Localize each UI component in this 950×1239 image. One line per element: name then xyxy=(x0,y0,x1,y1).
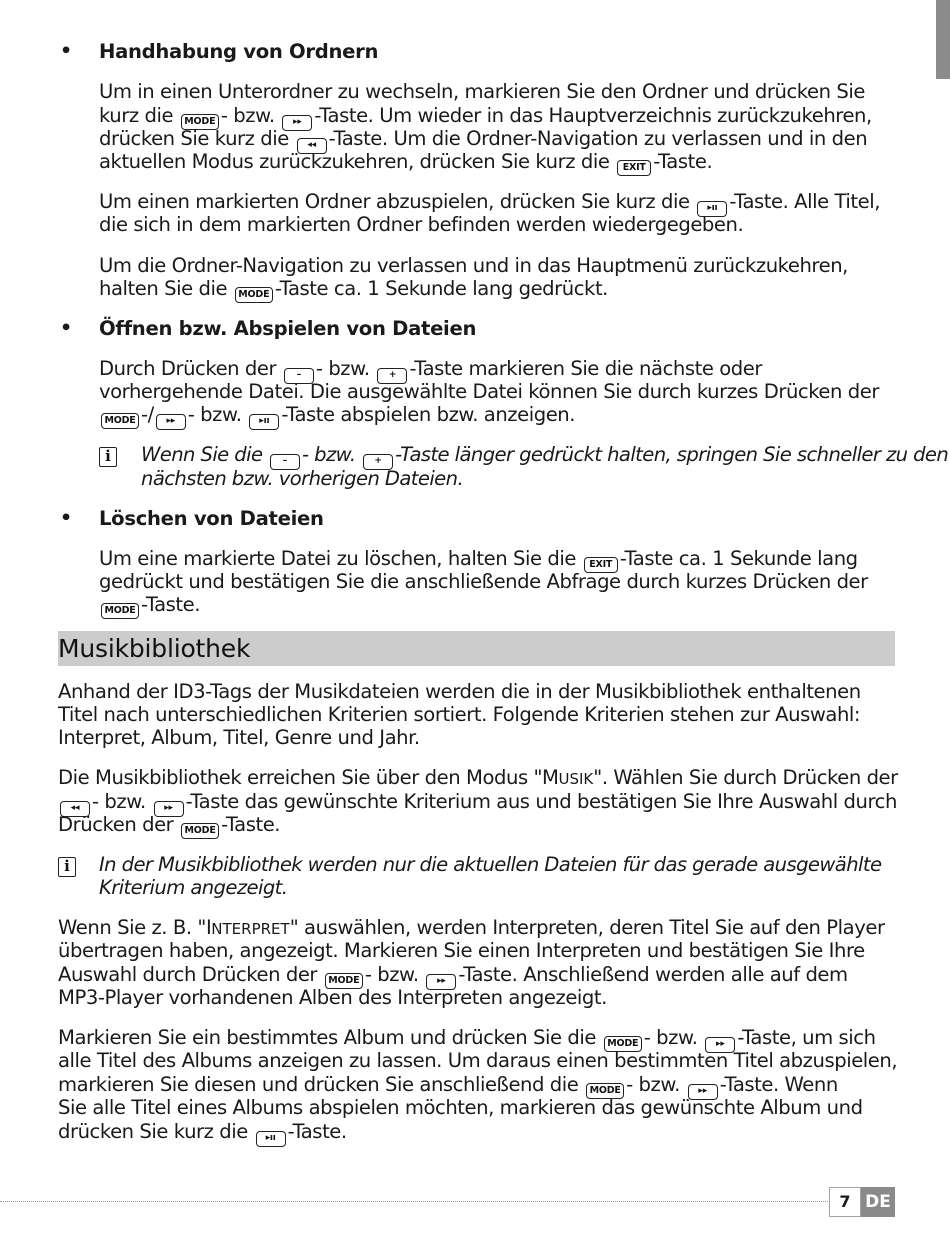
bullet-marker: • xyxy=(60,40,73,62)
language-badge: DE xyxy=(861,1187,895,1217)
text-line: MODE -Taste. xyxy=(99,593,200,619)
note-line: Wenn Sie die – - bzw. + -Taste länger gedrückt halten, springen Sie schneller zu den xyxy=(141,443,948,470)
text-line: Titel nach unterschiedlichen Kriterien sortiert. Folgende Kriterien stehen zur Auswahl: xyxy=(58,703,861,726)
text-line: die sich in dem markierten Ordner befinden werden wiedergegeben. xyxy=(99,213,744,236)
plus-key-icon: + xyxy=(377,368,407,384)
mode-key-icon: MODE xyxy=(101,603,139,619)
mode-key-icon: MODE xyxy=(101,413,139,429)
text-line: Sie alle Titel eines Albums abspielen möchten, markieren das gewünschte Album und xyxy=(58,1096,863,1119)
text-line: Auswahl durch Drücken der MODE - bzw. ▸▸ -Taste. Anschließend werden alle auf dem xyxy=(58,963,848,990)
text-line: vorhergehende Datei. Die ausgewählte Datei können Sie durch kurzes Drücken der xyxy=(99,380,879,403)
text-line: Interpret, Album, Titel, Genre und Jahr. xyxy=(58,726,420,749)
text-line: übertragen haben, angezeigt. Markieren Sie einen Interpreten und bestätigen Sie Ihre xyxy=(58,939,865,962)
minus-key-icon: – xyxy=(270,454,300,470)
play-pause-key-icon: ▸ıı xyxy=(249,414,279,430)
text-line: MODE -/ ▸▸ - bzw. ▸ıı -Taste abspielen bzw. anzeigen. xyxy=(99,403,575,430)
play-pause-key-icon: ▸ıı xyxy=(256,1131,286,1147)
bullet-marker: • xyxy=(60,507,73,529)
text-line: halten Sie die MODE -Taste ca. 1 Sekunde lang gedrückt. xyxy=(99,277,608,303)
text-line: Um eine markierte Datei zu löschen, halten Sie die EXIT -Taste ca. 1 Sekunde lang xyxy=(99,547,858,573)
note-line: nächsten bzw. vorherigen Dateien. xyxy=(141,467,464,490)
mode-key-icon: MODE xyxy=(604,1036,642,1052)
text-line: Durch Drücken der – - bzw. + -Taste markieren Sie die nächste oder xyxy=(99,357,762,384)
text-line: Anhand der ID3-Tags der Musikdateien werden die in der Musikbibliothek enthaltenen xyxy=(58,680,861,703)
mode-key-icon: MODE xyxy=(181,823,219,839)
text-line: ◂◂ - bzw. ▸▸ -Taste das gewünschte Kriterium aus und bestätigen Sie Ihre Auswahl durch xyxy=(58,790,897,817)
subheading-loeschen: Löschen von Dateien xyxy=(99,507,324,530)
text-line: drücken Sie kurz die ▸ıı -Taste. xyxy=(58,1120,347,1147)
bullet-marker: • xyxy=(60,317,73,339)
text-line: Um in einen Unterordner zu wechseln, markieren Sie den Ordner und drücken Sie xyxy=(99,80,865,103)
text-line: Markieren Sie ein bestimmtes Album und drücken Sie die MODE - bzw. ▸▸ -Taste, um sich xyxy=(58,1026,876,1053)
subheading-handhabung: Handhabung von Ordnern xyxy=(99,40,379,63)
text-line: kurz die MODE - bzw. ▸▸ -Taste. Um wieder in das Hauptverzeichnis zurückzukehren, xyxy=(99,104,872,131)
mode-key-icon: MODE xyxy=(325,973,363,989)
section-title: Musikbibliothek xyxy=(58,634,251,663)
exit-key-icon: EXIT xyxy=(584,557,618,573)
page-number: 7 xyxy=(829,1187,861,1217)
text-line: markieren Sie diesen und drücken Sie anschließend die MODE - bzw. ▸▸ -Taste. Wenn xyxy=(58,1073,838,1100)
text-line: Die Musikbibliothek erreichen Sie über den Modus "MUSIK". Wählen Sie durch Drücken der xyxy=(58,766,898,789)
next-key-icon: ▸▸ xyxy=(705,1037,735,1053)
next-key-icon: ▸▸ xyxy=(688,1084,718,1100)
text-line: alle Titel des Albums anzeigen zu lassen. Um daraus einen bestimmten Titel abzuspielen, xyxy=(58,1049,898,1072)
info-icon: i xyxy=(58,857,76,877)
next-key-icon: ▸▸ xyxy=(156,414,186,430)
text-line: Drücken der MODE -Taste. xyxy=(58,813,280,839)
text-line: gedrückt und bestätigen Sie die anschließende Abfrage durch kurzes Drücken der xyxy=(99,570,868,593)
mode-key-icon: MODE xyxy=(181,114,219,130)
text-line: MP3-Player vorhandenen Alben des Interpreten angezeigt. xyxy=(58,986,607,1009)
prev-key-icon: ◂◂ xyxy=(297,138,327,154)
next-key-icon: ▸▸ xyxy=(282,115,312,131)
prev-key-icon: ◂◂ xyxy=(60,801,90,817)
exit-key-icon: EXIT xyxy=(617,160,651,176)
footer-dotted-rule xyxy=(0,1201,828,1202)
text-line: Um einen markierten Ordner abzuspielen, drücken Sie kurz die ▸ıı -Taste. Alle Titel, xyxy=(99,190,880,217)
text-line: aktuellen Modus zurückzukehren, drücken Sie kurz die EXIT -Taste. xyxy=(99,150,712,176)
next-key-icon: ▸▸ xyxy=(426,974,456,990)
info-icon: i xyxy=(99,447,117,467)
minus-key-icon: – xyxy=(284,368,314,384)
next-key-icon: ▸▸ xyxy=(154,801,184,817)
subheading-oeffnen: Öffnen bzw. Abspielen von Dateien xyxy=(99,317,477,340)
text-line: Wenn Sie z. B. "INTERPRET" auswählen, werden Interpreten, deren Titel Sie auf den Player xyxy=(58,916,885,939)
note-line: Kriterium angezeigt. xyxy=(99,876,288,899)
text-line: drücken Sie kurz die ◂◂ -Taste. Um die Ordner-Navigation zu verlassen und in den xyxy=(99,127,867,154)
play-pause-key-icon: ▸ıı xyxy=(697,201,727,217)
section-header-bar xyxy=(58,631,895,666)
plus-key-icon: + xyxy=(363,454,393,470)
page-edge-tab xyxy=(936,0,950,79)
text-line: Um die Ordner-Navigation zu verlassen und in das Hauptmenü zurückzukehren, xyxy=(99,254,848,277)
mode-key-icon: MODE xyxy=(586,1083,624,1099)
mode-key-icon: MODE xyxy=(235,287,273,303)
note-line: In der Musikbibliothek werden nur die aktuellen Dateien für das gerade ausgewählte xyxy=(99,853,882,876)
